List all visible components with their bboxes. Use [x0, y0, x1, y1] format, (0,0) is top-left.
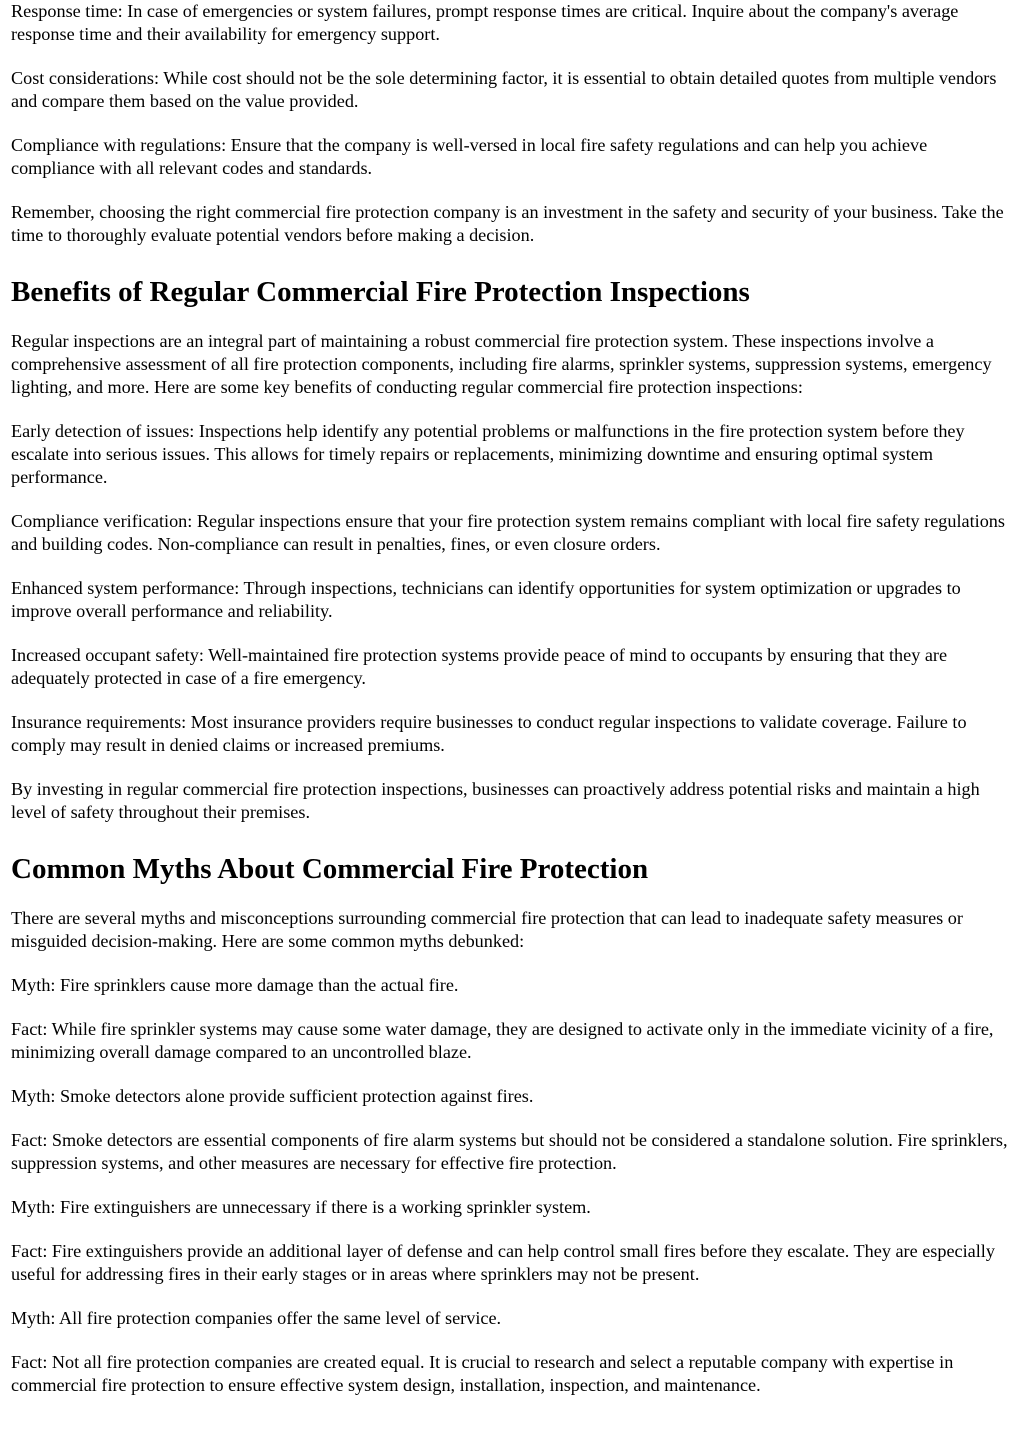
- heading-myths: Common Myths About Commercial Fire Protection: [11, 853, 649, 885]
- paragraph-compliance-verification: Compliance verification: Regular inspections ensure that your fire protection system remains compliant with local fire safety regulations and building codes. Non-compliance can result in penalties, fines, or even closure orders.: [11, 511, 1005, 554]
- paragraph-fact-companies: Fact: Not all fire protection companies are created equal. It is crucial to research and select a reputable company with expertise in commercial fire protection to ensure effective system design, installation, inspection, and maintenance.: [11, 1352, 954, 1395]
- paragraph-myth-extinguishers: Myth: Fire extinguishers are unnecessary if there is a working sprinkler system.: [11, 1197, 591, 1217]
- paragraph-investing: By investing in regular commercial fire protection inspections, businesses can proactively address potential risks and maintain a high level of safety throughout their premises.: [11, 779, 980, 822]
- heading-benefits: Benefits of Regular Commercial Fire Protection Inspections: [11, 276, 750, 308]
- paragraph-enhanced-performance: Enhanced system performance: Through inspections, technicians can identify opportunities for system optimization or upgrades to improve overall performance and reliability.: [11, 578, 961, 621]
- paragraph-cost-considerations: Cost considerations: While cost should not be the sole determining factor, it is essential to obtain detailed quotes from multiple vendors and compare them based on the value provided.: [11, 68, 997, 111]
- paragraph-occupant-safety: Increased occupant safety: Well-maintained fire protection systems provide peace of mind to occupants by ensuring that they are adequately protected in case of a fire emergency.: [11, 645, 948, 688]
- paragraph-regular-inspections: Regular inspections are an integral part of maintaining a robust commercial fire protection system. These inspections involve a comprehensive assessment of all fire protection components, including fire alarms, sprinkler systems, suppression systems, emergency lighting, and more. Here are some key benefits of conducting regular commercial fire protection inspections:: [11, 331, 992, 397]
- paragraph-myth-smoke-detectors: Myth: Smoke detectors alone provide sufficient protection against fires.: [11, 1086, 534, 1106]
- paragraph-remember: Remember, choosing the right commercial fire protection company is an investment in the safety and security of your business. Take the time to thoroughly evaluate potential vendors before making a decision.: [11, 202, 1004, 245]
- paragraph-myth-companies: Myth: All fire protection companies offer the same level of service.: [11, 1308, 502, 1328]
- paragraph-fact-smoke-detectors: Fact: Smoke detectors are essential components of fire alarm systems but should not be considered a standalone solution. Fire sprinklers, suppression systems, and other measures are necessary for effective fire protection.: [11, 1130, 1008, 1173]
- paragraph-myth-sprinklers: Myth: Fire sprinklers cause more damage than the actual fire.: [11, 975, 459, 995]
- paragraph-fact-extinguishers: Fact: Fire extinguishers provide an additional layer of defense and can help control small fires before they escalate. They are especially useful for addressing fires in their early stages or in areas where sprinklers may not be present.: [11, 1241, 995, 1284]
- paragraph-response-time: Response time: In case of emergencies or system failures, prompt response times are critical. Inquire about the company's average response time and their availability for emergency support.: [11, 1, 959, 44]
- paragraph-compliance-regulations: Compliance with regulations: Ensure that the company is well-versed in local fire safety regulations and can help you achieve compliance with all relevant codes and standards.: [11, 135, 928, 178]
- paragraph-early-detection: Early detection of issues: Inspections help identify any potential problems or malfunctions in the fire protection system before they escalate into serious issues. This allows for timely repairs or replacements, minimizing downtime and ensuring optimal system performance.: [11, 421, 965, 487]
- paragraph-fact-sprinklers: Fact: While fire sprinkler systems may cause some water damage, they are designed to activate only in the immediate vicinity of a fire, minimizing overall damage compared to an uncontrolled blaze.: [11, 1019, 994, 1062]
- paragraph-insurance-requirements: Insurance requirements: Most insurance providers require businesses to conduct regular inspections to validate coverage. Failure to comply may result in denied claims or increased premiums.: [11, 712, 967, 755]
- paragraph-myths-intro: There are several myths and misconceptions surrounding commercial fire protection that can lead to inadequate safety measures or misguided decision-making. Here are some common myths debunked:: [11, 908, 963, 951]
